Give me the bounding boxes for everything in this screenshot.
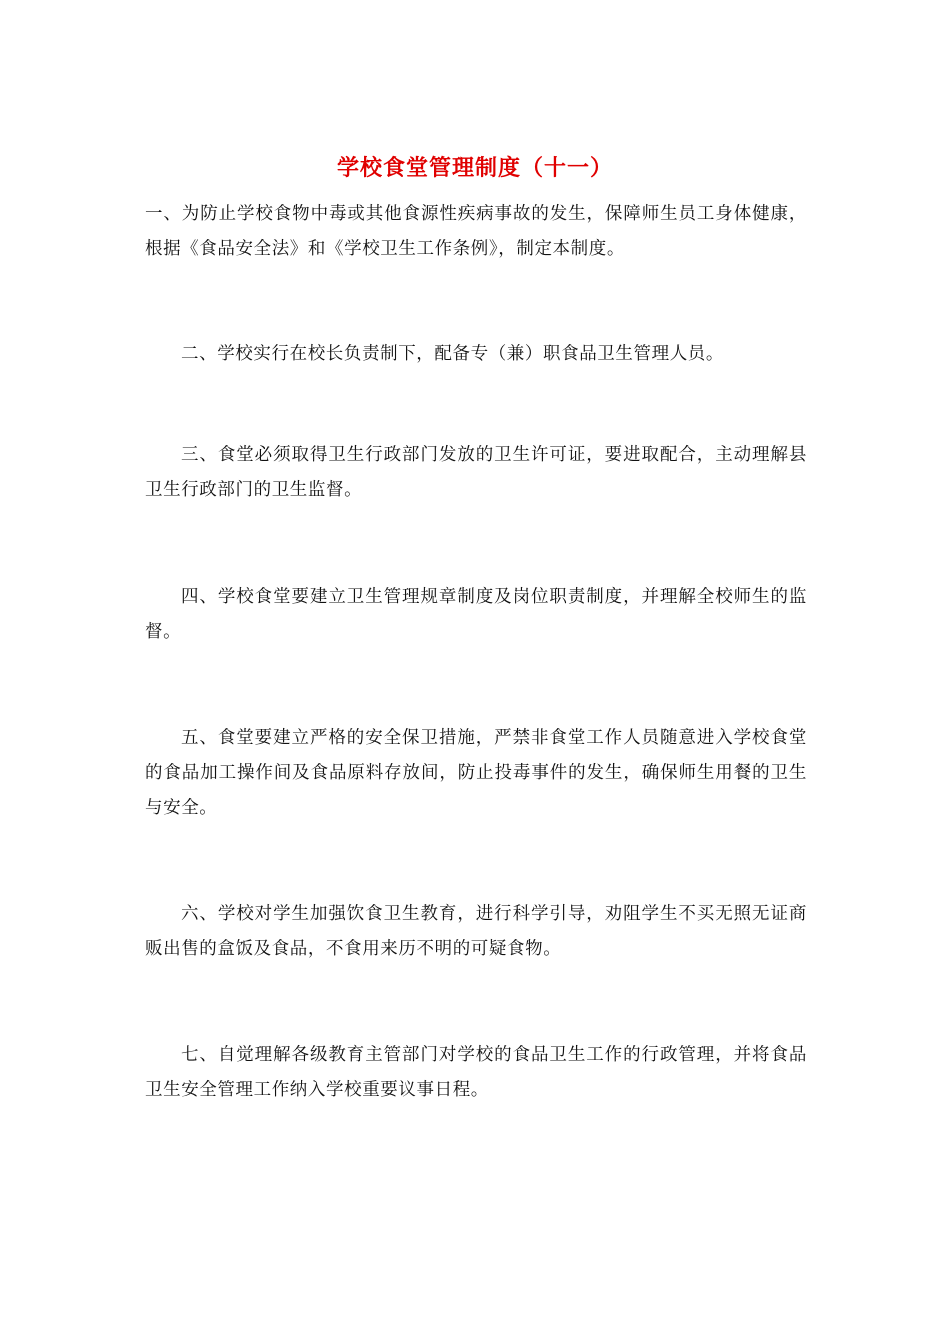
paragraph-5: 五、食堂要建立严格的安全保卫措施，严禁非食堂工作人员随意进入学校食堂的食品加工操作间及食品原料存放间，防止投毒事件的发生，确保师生用餐的卫生与安全。 <box>145 728 807 818</box>
paragraph-7: 七、自觉理解各级教育主管部门对学校的食品卫生工作的行政管理，并将食品卫生安全管理工作纳入学校重要议事日程。 <box>145 1045 807 1100</box>
paragraph-4: 四、学校食堂要建立卫生管理规章制度及岗位职责制度，并理解全校师生的监督。 <box>145 587 807 642</box>
document-title: 学校食堂管理制度（十一） <box>336 155 613 181</box>
paragraph-3: 三、食堂必须取得卫生行政部门发放的卫生许可证，要进取配合，主动理解县卫生行政部门的卫生监督。 <box>145 445 807 500</box>
paragraph-6: 六、学校对学生加强饮食卫生教育，进行科学引导，劝阻学生不买无照无证商贩出售的盒饭及食品，不食用来历不明的可疑食物。 <box>145 904 807 959</box>
paragraph-1: 一、为防止学校食物中毒或其他食源性疾病事故的发生，保障师生员工身体健康，根据《食品安全法》和《学校卫生工作条例》，制定本制度。 <box>145 204 807 259</box>
paragraph-2: 二、学校实行在校长负责制下，配备专（兼）职食品卫生管理人员。 <box>181 344 724 364</box>
